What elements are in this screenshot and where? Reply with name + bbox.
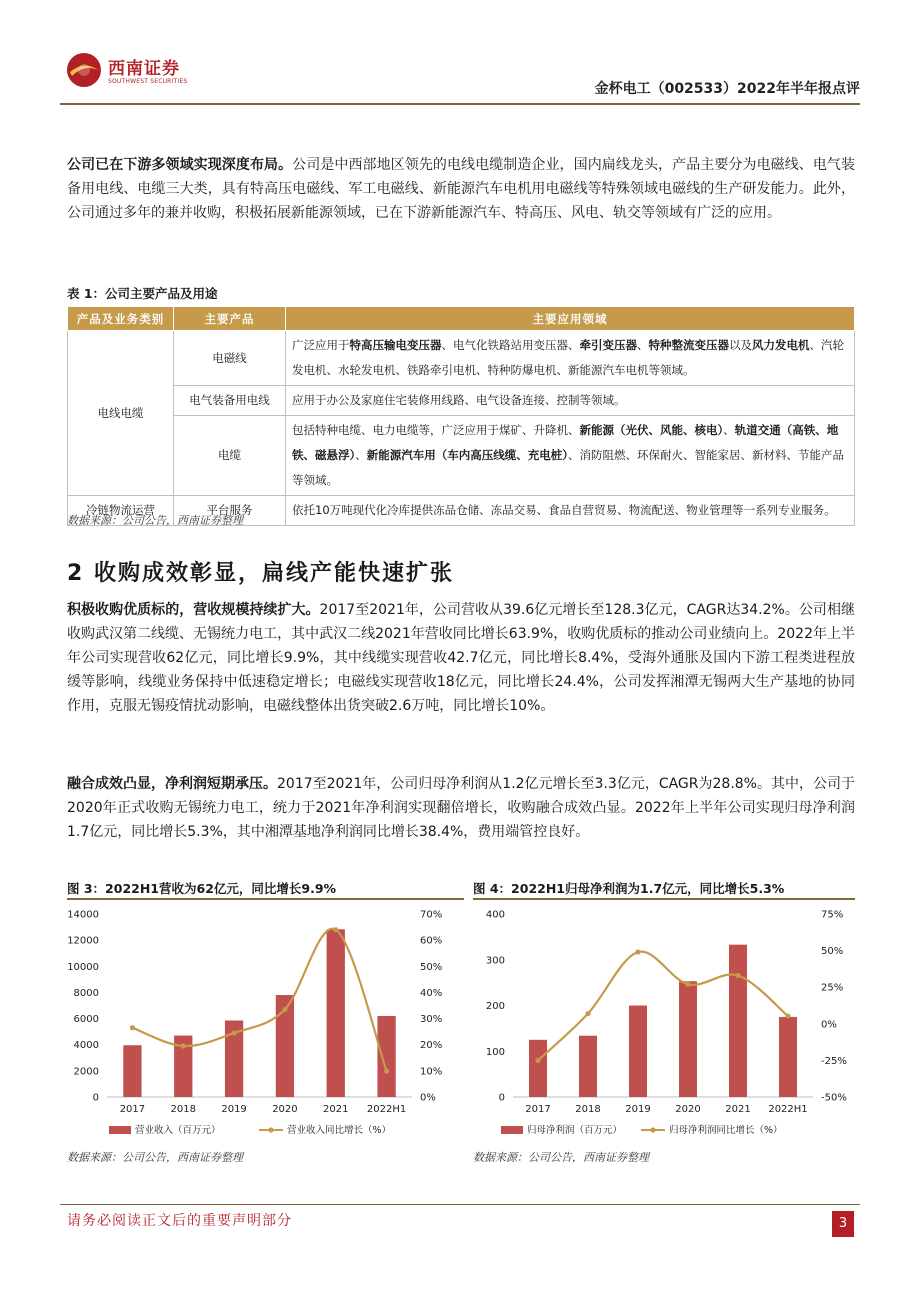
footer-notice: 请务必阅读正文后的重要声明部分	[67, 1213, 292, 1229]
figure-3-title: 图 3：2022H1营收为62亿元，同比增长9.9%	[67, 881, 337, 896]
bar-2017	[123, 1045, 141, 1097]
intro-lead: 公司已在下游多领域实现深度布局。	[67, 157, 293, 173]
right-axis-tick-label: 50%	[420, 961, 443, 973]
growth-point-2022H1	[384, 1069, 389, 1074]
revenue-text: 2017至2021年，公司营收从39.6亿元增长至128.3亿元，CAGR达34.2%。公司相继收购武汉第二线缆、无锡统力电工，其中武汉二线2021年营收同比增长63.9%，收购优质标的推动公司业绩向上。2022年上半年公司实现营收62亿元，同比增长9.9%，其中线缆实现营收42.7亿元，同比增长8.4%，受海外通胀及国内下游工程类进程放缓等影响，线缆业务保持中低速稳定增长；电磁线实现营收18亿元，同比增长24.4%，公司发挥湘潭无锡两大生产基地的协同作用，克服无锡疫情扰动影响，电磁线整体出货突破2.6万吨，同比增长10%。	[67, 602, 855, 714]
figure-4-title: 图 4：2022H1归母净利润为1.7亿元，同比增长5.3%	[473, 881, 785, 896]
section-heading: 2 收购成效彰显，扁线产能快速扩张	[67, 561, 454, 586]
legend-line-marker	[650, 1127, 655, 1132]
bar-2022H1	[377, 1016, 395, 1097]
logo-text-en: SOUTHWEST SECURITIES	[108, 78, 188, 85]
right-axis-tick-label: -50%	[821, 1092, 847, 1104]
table-row	[68, 331, 855, 386]
x-axis-tick-label: 2022H1	[768, 1104, 808, 1115]
revenue-lead: 积极收购优质标的，营收规模持续扩大。	[67, 602, 320, 618]
figure-4-divider	[473, 898, 855, 900]
category-cell: 冷链物流运营	[68, 496, 174, 526]
revenue-paragraph	[67, 598, 855, 718]
logo-text-cn: 西南证券	[108, 59, 180, 79]
page-header	[60, 48, 860, 103]
right-axis-tick-label: 75%	[821, 909, 844, 921]
intro-text: 公司是中西部地区领先的电线电缆制造企业，国内扁线龙头，产品主要分为电磁线、电气装备用电线、电缆三大类，具有特高压电磁线、军工电磁线、新能源汽车电机用电磁线等特殊领域电磁线的生产研发能力。此外，公司通过多年的兼并收购，积极拓展新能源领域，已在下游新能源汽车、特高压、风电、轨交等领域有广泛的应用。	[67, 157, 856, 221]
product-cell: 电缆	[174, 416, 286, 496]
x-axis-tick-label: 2019	[625, 1104, 651, 1115]
figure-4-source: 数据来源：公司公告，西南证券整理	[473, 1151, 649, 1164]
bar-2020	[679, 981, 697, 1097]
left-axis-tick-label: 0	[92, 1092, 99, 1104]
document-title: 金杯电工（002533）2022年半年报点评	[594, 81, 860, 97]
right-axis-tick-label: -25%	[821, 1055, 847, 1067]
x-axis-tick-label: 2020	[675, 1104, 701, 1115]
left-axis-tick-label: 8000	[73, 987, 99, 999]
table-row	[68, 416, 855, 496]
figure-3-source: 数据来源：公司公告，西南证券整理	[67, 1151, 243, 1164]
x-axis-tick-label: 2017	[119, 1104, 146, 1115]
legend-line-label: 营业收入同比增长（%）	[287, 1125, 392, 1136]
legend-line-marker	[268, 1127, 273, 1132]
product-cell: 平台服务	[174, 496, 286, 526]
x-axis-tick-label: 2021	[323, 1104, 349, 1115]
growth-point-2018	[585, 1011, 590, 1016]
growth-point-2018	[181, 1043, 186, 1048]
application-cell: 包括特种电缆、电力电缆等，广泛应用于煤矿、升降机、新能源（光伏、风能、核电）、轨道交通（高铁、地铁、磁悬浮）、新能源汽车用（车内高压线缆、充电桩）、消防阻燃、环保耐火、智能家居、新材料、节能产品等领域。	[286, 416, 855, 496]
growth-point-2017	[535, 1058, 540, 1063]
left-axis-tick-label: 12000	[67, 935, 99, 947]
logo-mark-icon	[66, 52, 102, 88]
legend-bar-swatch	[109, 1126, 131, 1134]
bar-2019	[629, 1006, 647, 1098]
left-axis-tick-label: 300	[485, 955, 505, 967]
x-axis-tick-label: 2018	[575, 1104, 601, 1115]
legend-bar-swatch	[501, 1126, 523, 1134]
intro-paragraph	[67, 153, 855, 225]
products-table	[67, 306, 855, 526]
growth-point-2019	[635, 949, 640, 954]
revenue-chart	[67, 902, 464, 1142]
growth-point-2017	[130, 1025, 135, 1030]
legend-line-label: 归母净利润同比增长（%）	[669, 1125, 783, 1136]
left-axis-tick-label: 14000	[67, 909, 99, 921]
left-axis-tick-label: 200	[485, 1001, 505, 1012]
left-axis-tick-label: 100	[485, 1046, 505, 1058]
left-axis-tick-label: 6000	[73, 1014, 99, 1026]
growth-point-2019	[231, 1030, 236, 1035]
figure-3-divider	[67, 898, 464, 900]
growth-line	[538, 952, 788, 1061]
left-axis-tick-label: 2000	[73, 1066, 99, 1078]
growth-point-2020	[282, 1007, 287, 1012]
right-axis-tick-label: 10%	[420, 1066, 443, 1078]
left-axis-tick-label: 10000	[67, 961, 99, 973]
x-axis-tick-label: 2018	[170, 1104, 196, 1115]
x-axis-tick-label: 2022H1	[366, 1104, 407, 1115]
right-axis-tick-label: 25%	[821, 982, 844, 994]
table-title: 表 1：公司主要产品及用途	[67, 286, 218, 301]
col-header-product: 主要产品	[174, 307, 286, 331]
bar-2021	[729, 945, 747, 1097]
growth-point-2021	[333, 927, 338, 932]
table-row	[68, 386, 855, 416]
product-cell: 电磁线	[174, 331, 286, 386]
right-axis-tick-label: 50%	[821, 946, 844, 958]
right-axis-tick-label: 0%	[821, 1019, 837, 1031]
application-cell: 依托10万吨现代化冷库提供冻品仓储、冻品交易、食品自营贸易、物流配送、物业管理等一系列专业服务。	[286, 496, 855, 526]
right-axis-tick-label: 20%	[420, 1040, 443, 1052]
company-logo	[66, 52, 266, 96]
left-axis-tick-label: 400	[485, 909, 505, 921]
header-divider	[60, 103, 860, 105]
col-header-application: 主要应用领域	[286, 307, 855, 331]
profit-paragraph	[67, 772, 855, 844]
application-cell: 广泛应用于特高压输电变压器、电气化铁路站用变压器、牵引变压器、特种整流变压器以及风力发电机、汽轮发电机、水轮发电机、铁路牵引电机、特种防爆电机、新能源汽车电机等领域。	[286, 331, 855, 386]
profit-lead: 融合成效凸显，净利润短期承压。	[67, 776, 278, 792]
table-header-row	[68, 307, 855, 331]
bar-2022H1	[779, 1017, 797, 1097]
legend-bar-label: 营业收入（百万元）	[135, 1125, 221, 1136]
category-cell: 电线电缆	[68, 331, 174, 496]
profit-chart	[473, 902, 855, 1142]
footer-divider	[60, 1204, 860, 1205]
bar-2018	[579, 1036, 597, 1097]
profit-text: 2017至2021年，公司归母净利润从1.2亿元增长至3.3亿元，CAGR为28.8%。其中，公司于2020年正式收购无锡统力电工，统力于2021年净利润实现翻倍增长，收购融合成效凸显。2022年上半年公司实现归母净利润1.7亿元，同比增长5.3%，其中湘潭基地净利润同比增长38.4%，费用端管控良好。	[67, 776, 855, 840]
right-axis-tick-label: 40%	[420, 987, 443, 999]
right-axis-tick-label: 70%	[420, 909, 443, 921]
page-number: 3	[832, 1211, 854, 1237]
col-header-category: 产品及业务类别	[68, 307, 174, 331]
product-cell: 电气装备用电线	[174, 386, 286, 416]
x-axis-tick-label: 2017	[525, 1104, 551, 1115]
application-cell: 应用于办公及家庭住宅装修用线路、电气设备连接、控制等领域。	[286, 386, 855, 416]
bar-2021	[327, 929, 345, 1097]
table-source: 数据来源：公司公告，西南证券整理	[67, 514, 243, 527]
bar-2017	[529, 1040, 547, 1097]
right-axis-tick-label: 60%	[420, 935, 443, 947]
x-axis-tick-label: 2020	[272, 1104, 298, 1115]
left-axis-tick-label: 4000	[73, 1040, 99, 1052]
growth-point-2022H1	[785, 1013, 790, 1018]
right-axis-tick-label: 0%	[420, 1092, 436, 1104]
left-axis-tick-label: 0	[498, 1092, 505, 1104]
x-axis-tick-label: 2021	[725, 1104, 751, 1115]
growth-point-2021	[735, 973, 740, 978]
legend-bar-label: 归母净利润（百万元）	[527, 1125, 623, 1136]
x-axis-tick-label: 2019	[221, 1104, 247, 1115]
right-axis-tick-label: 30%	[420, 1014, 443, 1026]
growth-line	[132, 929, 386, 1071]
growth-point-2020	[685, 982, 690, 987]
